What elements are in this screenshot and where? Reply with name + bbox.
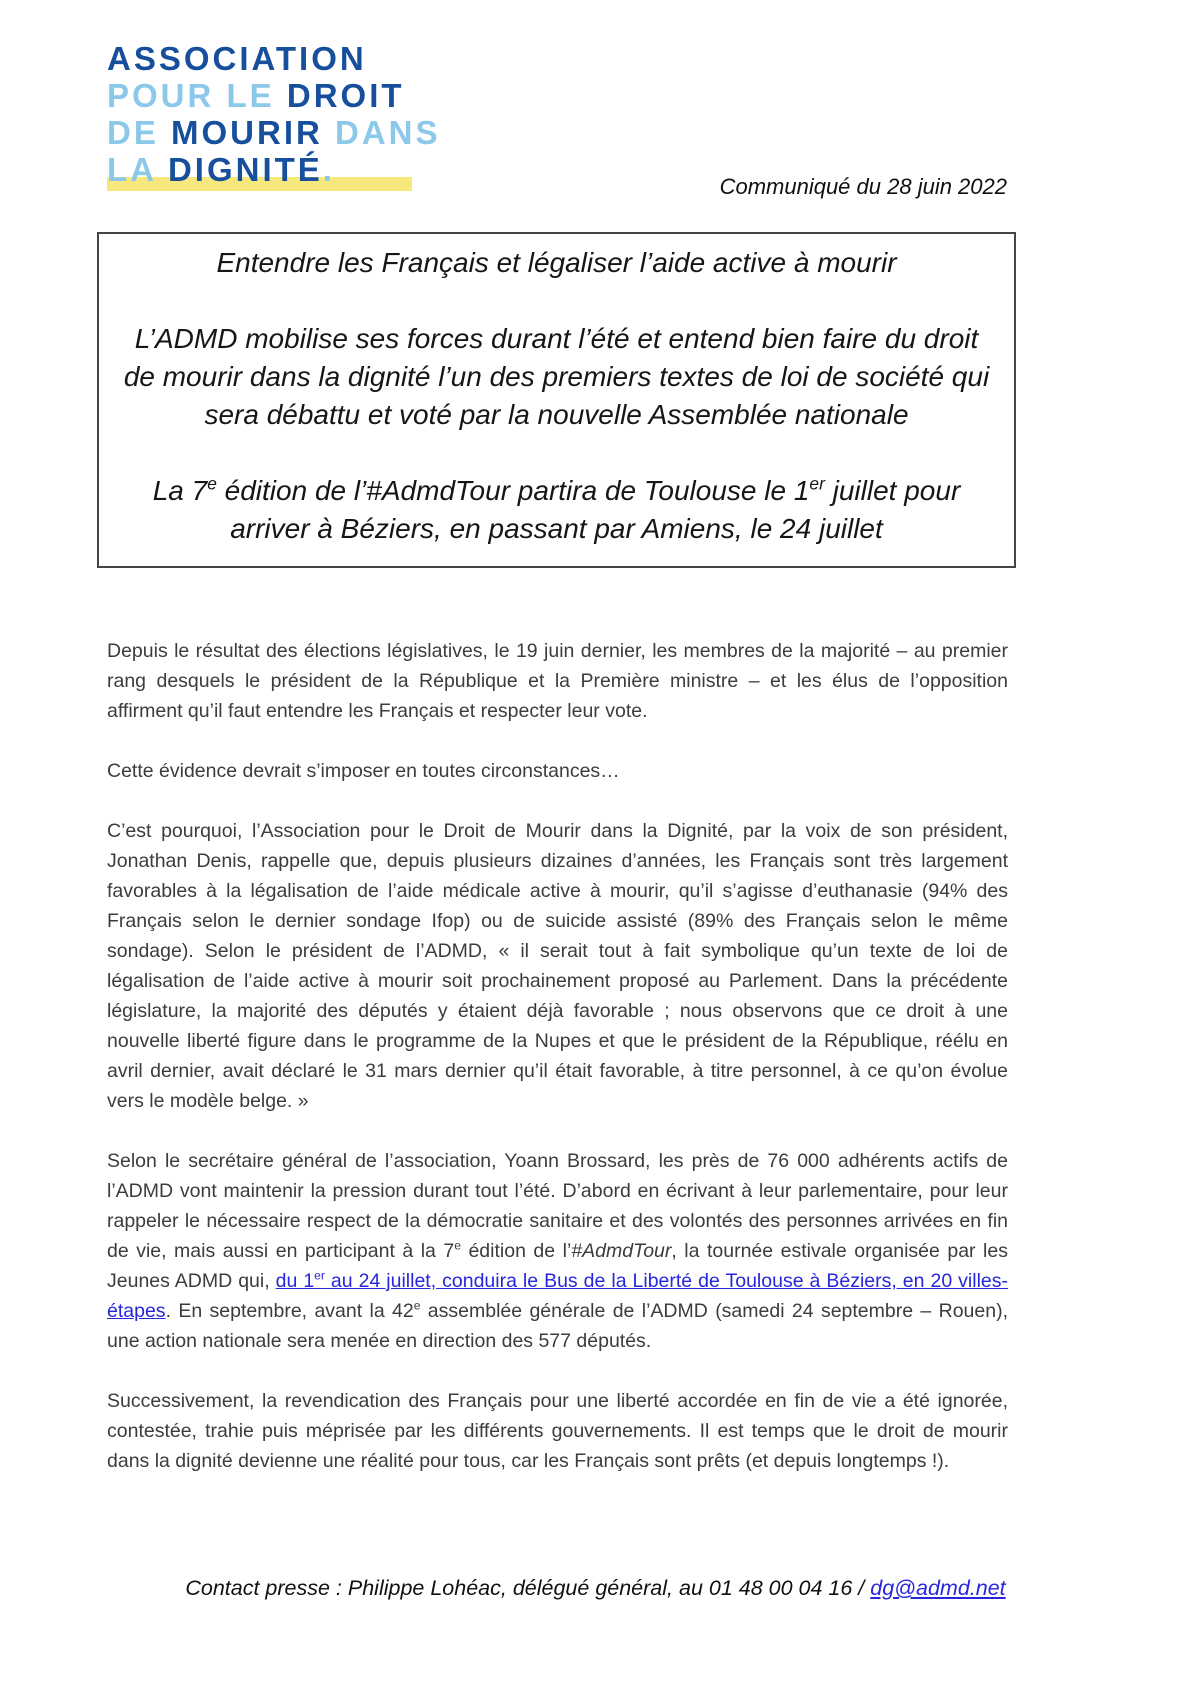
text-span: Selon le secrétaire général de l’association, Yoann Brossard, les près de 76 000 adhérents actifs de l’ADMD vont maintenir la pression durant tout l’été. D’abord en écrivant à leur parlementaire, pour leur rappeler le nécessaire respect de la démocratie sanitaire et des volontés des personnes arrivées en fin de vie, mais aussi en participant à la 7 (107, 1150, 1008, 1262)
text-span: e (207, 473, 217, 494)
text-span: édition de l’#AdmdTour partira de Toulouse le 1 (216, 475, 810, 506)
dateline: Communiqué du 28 juin 2022 (719, 174, 1007, 199)
admd-logo (107, 40, 441, 188)
headline-block-2 (123, 320, 990, 434)
text-span: POUR LE (107, 77, 287, 114)
logo-line-1 (107, 40, 441, 77)
text-span: ASSOCIATION (107, 40, 367, 77)
bus-liberte-link[interactable]: er (314, 1268, 325, 1283)
logo-line-2 (107, 77, 441, 114)
body-paragraph-2 (107, 756, 1008, 786)
text-span: DE (107, 114, 172, 151)
text-span: L’ADMD mobilise ses forces durant l’été et entend bien faire du droit de mourir dans la dignité l’un des premiers textes de loi de société qui sera débattu et voté par la nouvelle Assemblée nationale (123, 323, 990, 430)
text-span: . En septembre, avant la 42 (165, 1300, 414, 1322)
text-span: juillet pour arriver à Béziers, en passant par Amiens, le 24 juillet (230, 475, 961, 544)
headline-block-1 (123, 244, 990, 282)
text-span: DIGNITÉ (167, 151, 323, 188)
body-paragraph-1 (107, 636, 1008, 726)
text-span: LA (107, 151, 168, 188)
text-span: #AdmdTour (571, 1240, 672, 1262)
text-span: La 7 (152, 475, 208, 506)
text-span: . (322, 151, 335, 188)
text-span: e (413, 1298, 421, 1313)
text-span: Contact presse : Philippe Lohéac, délégué général, au 01 48 00 04 16 / (185, 1576, 871, 1600)
body-paragraph-3 (107, 816, 1008, 1116)
text-span: DANS (335, 114, 441, 151)
body-text (107, 636, 1008, 1476)
email-link[interactable]: dg@admd.net (870, 1576, 1006, 1600)
text-span: e (454, 1238, 461, 1253)
text-span: Cette évidence devrait s’imposer en toutes circonstances… (107, 760, 620, 782)
logo-line-3 (107, 114, 441, 151)
text-span: C’est pourquoi, l’Association pour le Droit de Mourir dans la Dignité, par la voix de son président, Jonathan Denis, rappelle que, depuis plusieurs dizaines d’années, les Français sont très largement favorables à la légalisation de l’aide médicale active à mourir, qu’il s’agisse d’euthanasie (94% des Français selon le dernier sondage Ifop) ou de suicide assisté (89% des Français selon le même sondage). Selon le président de l’ADMD, « il serait tout à fait symbolique qu’un texte de loi de légalisation de l’aide active à mourir soit prochainement proposé au Parlement. Dans la précédente législature, la majorité des députés y étaient déjà favorable ; nous observons que ce droit à une nouvelle liberté figure dans le programme de la Nupes et que le président de la République, réélu en avril dernier, avait déclaré le 31 mars dernier qu’il était favorable, à titre personnel, à ce qu’on évolue vers le modèle belge. » (107, 820, 1008, 1112)
text-span: édition de l’ (460, 1240, 572, 1262)
logo-line-4 (107, 151, 441, 188)
headline-box (97, 232, 1016, 568)
text-span: , la tournée estivale organisée par les Jeunes ADMD qui, (107, 1240, 1008, 1292)
bus-liberte-link[interactable]: du 1 (275, 1270, 315, 1292)
bus-liberte-link[interactable]: au 24 juillet, conduira le Bus de la Liberté de Toulouse à Béziers, en 20 villes-étapes (107, 1270, 1008, 1322)
press-contact-footer (0, 1576, 1191, 1601)
text-span: er (809, 473, 825, 494)
text-span: Entendre les Français et légaliser l’aide active à mourir (216, 247, 897, 278)
text-span: Depuis le résultat des élections législatives, le 19 juin dernier, les membres de la majorité – au premier rang desquels le président de la République et la Première ministre – et les élus de l’opposition affirment qu’il faut entendre les Français et respecter leur vote. (107, 640, 1008, 722)
body-paragraph-5 (107, 1386, 1008, 1476)
body-paragraph-4 (107, 1146, 1008, 1356)
headline-block-3 (123, 472, 990, 548)
text-span: assemblée générale de l’ADMD (samedi 24 septembre – Rouen), une action nationale sera menée en direction des 577 députés. (107, 1300, 1008, 1352)
text-span: DROIT (286, 77, 405, 114)
text-span: MOURIR (171, 114, 336, 151)
text-span: Successivement, la revendication des Français pour une liberté accordée en fin de vie a été ignorée, contestée, trahie puis méprisée par les différents gouvernements. Il est temps que le droit de mourir dans la dignité devienne une réalité pour tous, car les Français sont prêts (et depuis longtemps !). (107, 1390, 1008, 1472)
